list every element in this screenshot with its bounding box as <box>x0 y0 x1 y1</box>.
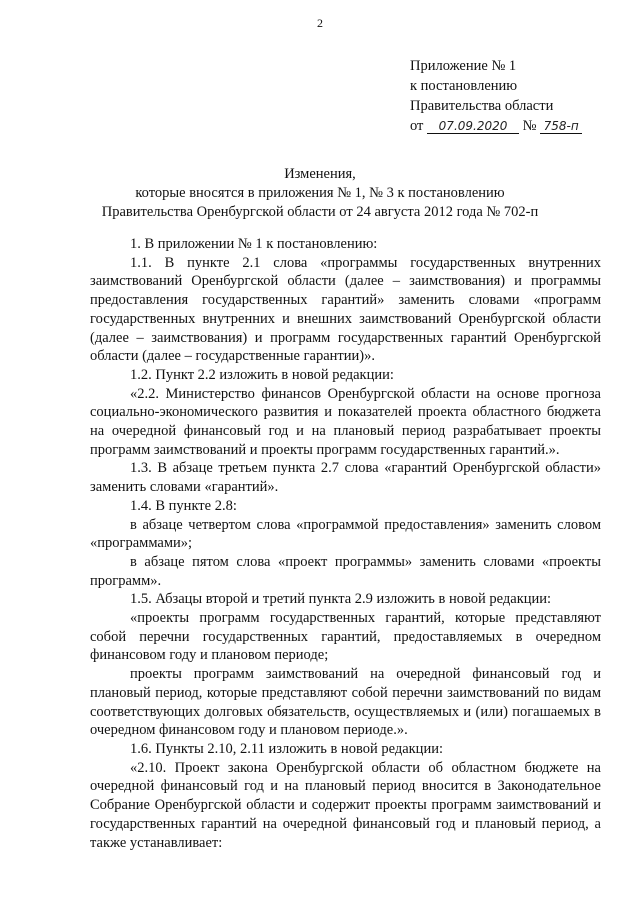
document-title <box>0 165 640 222</box>
paragraph: 1.5. Абзацы второй и третий пункта 2.9 изложить в новой редакции: <box>130 591 552 608</box>
annex-line-2: к постановлению <box>410 78 518 94</box>
paragraph: «2.2. Министерство финансов Оренбургской области на основе прогноза социально-экономического развития и показателей проекта областного бюджета на очередной финансовый год и на плановый период разрабатывает проекты программ заимствований и проекты программ государственных гарантий.». <box>90 385 601 458</box>
annex-number-label: № <box>522 118 537 134</box>
paragraph: 1.4. В пункте 2.8: <box>130 497 237 514</box>
paragraph: 1. В приложении № 1 к постановлению: <box>130 236 378 252</box>
paragraph: 1.1. В пункте 2.1 слова «программы государственных внутренних заимствований Оренбургской области (далее – заимствования) и программы предоставления государственных гарантий» заменить словами «программ государственных внутренних и внешних заимствований Оренбургской области (далее – заимствования) и программ государственных гарантий Оренбургской области (далее – государственные гарантии)». <box>90 254 601 365</box>
annex-line-1: Приложение № 1 <box>410 58 517 74</box>
annex-from-label: от <box>410 118 424 134</box>
title-line-1: Изменения, <box>284 166 356 182</box>
paragraph: 1.6. Пункты 2.10, 2.11 изложить в новой редакции: <box>130 740 443 757</box>
annex-block <box>410 56 582 136</box>
annex-date-handwritten: 07.09.2020 <box>427 119 519 134</box>
paragraph: в абзаце четвертом слова «программой предоставления» заменить словом «программами»; <box>90 516 601 552</box>
page-number: 2 <box>317 16 323 30</box>
annex-line-3: Правительства области <box>410 98 554 114</box>
annex-number-handwritten: 758-п <box>540 119 582 134</box>
annex-date-line <box>410 116 582 136</box>
paragraph: проекты программ заимствований на очередной финансовый год и плановый период, которые представляют собой перечни заимствований по видам соответствующих долговых обязательств, осуществляемых и (или) погашаемых в очередном финансовом году и плановом периоде.». <box>90 666 601 739</box>
title-line-3: Правительства Оренбургской области от 24 августа 2012 года № 702-п <box>101 204 539 220</box>
document-body <box>90 235 601 852</box>
paragraph: 1.3. В абзаце третьем пункта 2.7 слова «гарантий Оренбургской области» заменить словами «гарантий». <box>90 460 601 496</box>
paragraph: «проекты программ государственных гарантий, которые представляют собой перечни государственных гарантий, предоставляемых в очередном финансовом году и плановом периоде; <box>90 610 601 664</box>
paragraph: «2.10. Проект закона Оренбургской области об областном бюджете на очередной финансовый год и на плановый период вносится в Законодательное Собрание Оренбургской области и содержит проекты программ заимствований и государственных гарантий на очередной финансовый год и плановый период, а также устанавливает: <box>90 759 601 851</box>
paragraph: 1.2. Пункт 2.2 изложить в новой редакции: <box>130 366 394 383</box>
paragraph: в абзаце пятом слова «проект программы» заменить словами «проекты программ». <box>90 553 601 589</box>
title-line-2: которые вносятся в приложения № 1, № 3 к постановлению <box>135 185 505 201</box>
